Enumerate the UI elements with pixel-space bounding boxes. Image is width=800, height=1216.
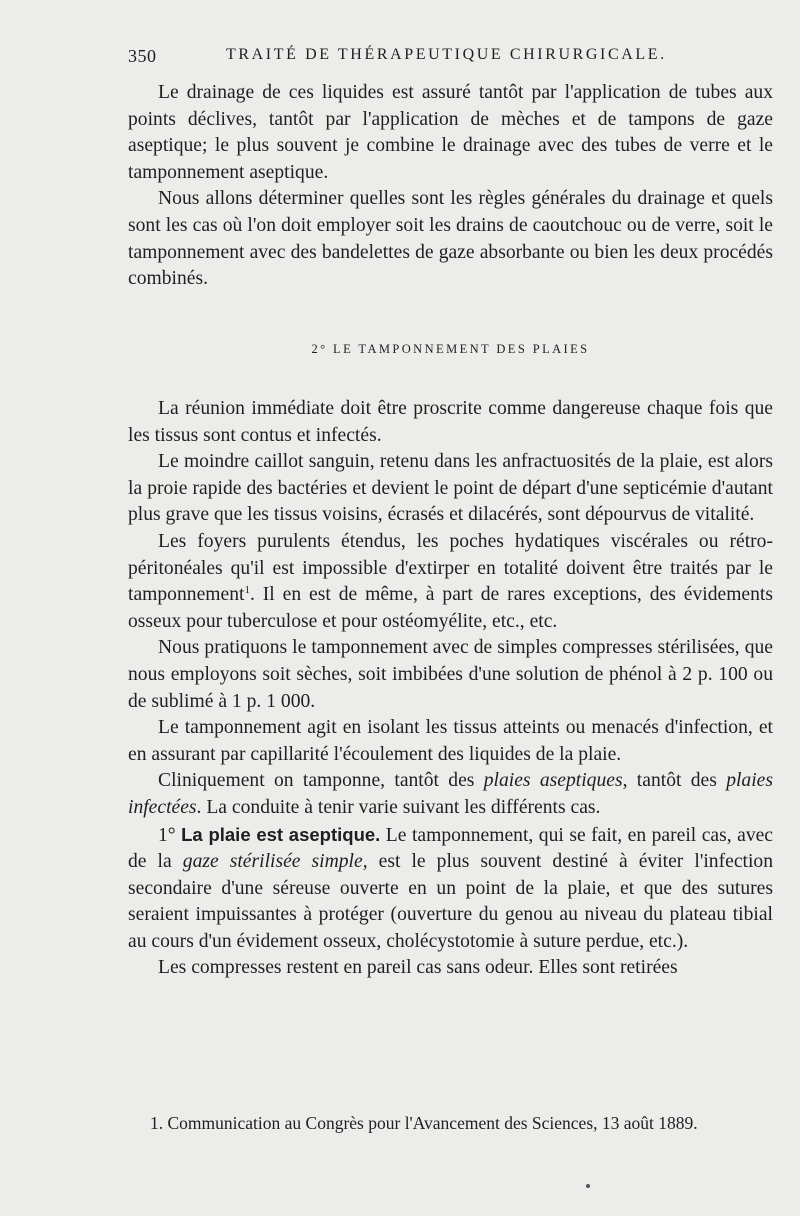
paragraph: Nous pratiquons le tamponnement avec de simples compresses stérilisées, que nous employons soit sèches, soit imbibées d'une solution de phénol à 2 p. 100 ou de sublimé à 1 p. 1 000. (128, 637, 773, 712)
item-number: 1° (158, 824, 182, 846)
text-run: est le plus souvent destiné à éviter l'infection secondaire d'une séreuse ouverte en un point de la plaie, et que des sutures seraient impuissantes à protéger (ouverture du genou au niveau du plateau tibial au cours d'un évidement osseux, cholécystotomie à suture perdue, etc.). (128, 851, 773, 952)
text-run: Les foyers purulents étendus, les poches hydatiques viscérales ou rétro-péritonéales qu'il est impossible d'extirper en totalité doivent être traités par le tamponnement (128, 530, 773, 606)
section-heading: 2° LE TAMPONNEMENT DES PLAIES (311, 342, 590, 356)
paragraph: Le moindre caillot sanguin, retenu dans les anfractuosités de la plaie, est alors la proie rapide des bactéries et devient le point de départ d'une septicémie d'autant plus grave que les tissus voisins, écrasés et dilacérés, sont dépourvus de vitalité. (128, 451, 773, 526)
italic-term: gaze stérilisée simple, (182, 851, 368, 873)
text-block-tamponnement (128, 396, 773, 982)
text-run: . La conduite à tenir varie suivant les différents cas. (196, 796, 601, 818)
paragraph (128, 822, 773, 956)
italic-term: plaies aseptiques (483, 770, 623, 792)
page-number: 350 (128, 46, 157, 66)
paragraph: Nous allons déterminer quelles sont les règles générales du drainage et quels sont les cas où l'on doit employer soit les drains de caoutchouc ou de verre, soit le tamponnement avec des bandelettes de gaze absorbante ou bien les deux procédés combinés. (128, 188, 773, 290)
text-run: Le tamponnement, qui se fait, en pareil cas, avec de la (128, 824, 774, 873)
paragraph: Les compresses restent en pareil cas sans odeur. Elles sont retirées (158, 957, 678, 979)
text-run: , tantôt des (622, 770, 727, 792)
footnote-ref: 1 (244, 584, 250, 597)
paragraph (128, 529, 773, 635)
text-run: Cliniquement on tamponne, tantôt des (158, 770, 484, 792)
italic-term: plaies infectées (128, 770, 773, 818)
paragraph (128, 768, 773, 821)
text-run: . Il en est de même, à part de rares exceptions, des évidements osseux pour tuberculose et pour ostéomyélite, etc., etc. (128, 584, 773, 632)
paragraph: Le tamponnement agit en isolant les tissus atteints ou menacés d'infection, et en assurant par capillarité l'écoulement des liquides de la plaie. (128, 717, 773, 765)
print-speck (586, 1184, 590, 1188)
running-title: TRAITÉ DE THÉRAPEUTIQUE CHIRURGICALE. (226, 46, 667, 63)
footnote: 1. Communication au Congrès pour l'Avancement des Sciences, 13 août 1889. (150, 1113, 698, 1133)
subheading: La plaie est aseptique. (181, 823, 381, 845)
paragraph: La réunion immédiate doit être proscrite comme dangereuse chaque fois que les tissus sont contus et infectés. (128, 398, 773, 446)
paragraph: Le drainage de ces liquides est assuré tantôt par l'application de tubes aux points déclives, tantôt par l'application de mèches et de tampons de gaze aseptique; le plus souvent je combine le drainage avec des tubes de verre et le tamponnement aseptique. (128, 82, 773, 183)
page-header (128, 44, 688, 68)
text-block-drainage (128, 80, 773, 293)
